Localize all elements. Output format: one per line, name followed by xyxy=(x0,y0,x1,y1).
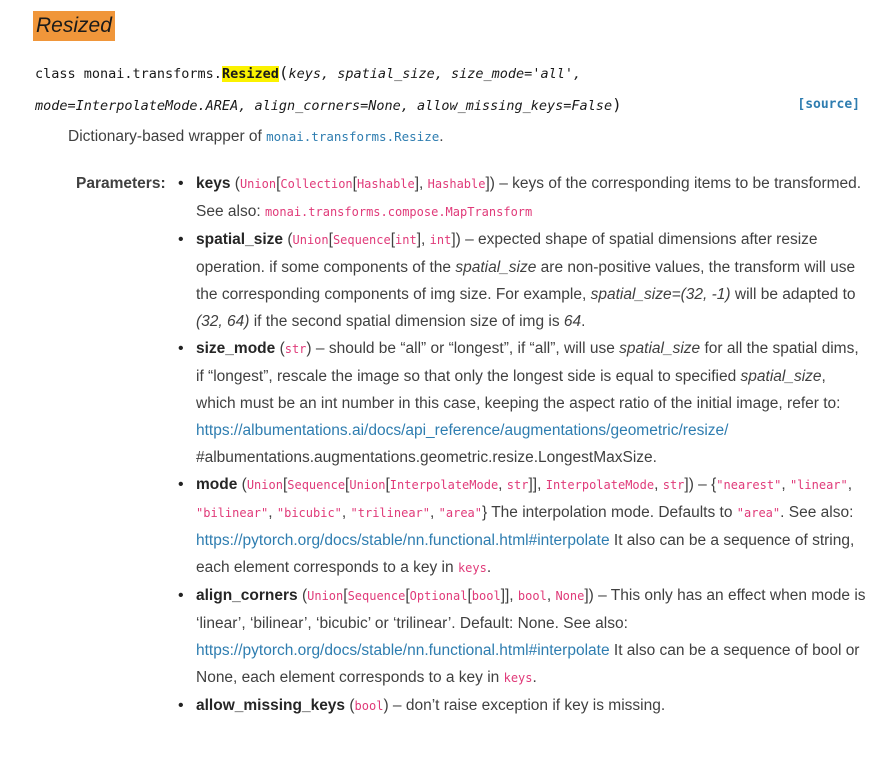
param-mode: • mode (Union[Sequence[Union[InterpolateMode, str]], InterpolateMode, str]) – {"nearest", "linear", "bilinear", "bicubic", "trilinear", "area"} The interpolation mode. Defaults to "area". See also: https://pytorch.org/docs/stable/nn.functional.html#interpolate It also can be a sequence of string, each element corresponds to a key in keys. xyxy=(178,471,868,582)
signature-params-2: mode=InterpolateMode.AREA, align_corners=None, allow_missing_keys=False xyxy=(35,98,613,114)
pytorch-interpolate-link[interactable]: https://pytorch.org/docs/stable/nn.functional.html#interpolate xyxy=(196,642,610,659)
parameters-label: Parameters: xyxy=(76,175,166,192)
param-align-corners: • align_corners (Union[Sequence[Optional[bool]], bool, None]) – This only has an effect when mode is ‘linear’, ‘bilinear’, ‘bicubic’ or ‘trilinear’. Default: None. See also: https://pytorch.org/docs/stable/nn.functional.html#interpolate It also can be a sequence of bool or None, each element corresponds to a key in keys. xyxy=(178,582,868,692)
param-size-mode: • size_mode (str) – should be “all” or “longest”, if “all”, will use spatial_size for all the spatial dims, if “longest”, rescale the image so that only the longest side is equal to specified spatial_size, which must be an int number in this case, keeping the aspect ratio of the initial image, refer to: https://albumentations.ai/docs/api_reference/augmentations/geometric/resize/ #albumentations.augmentations.geometric.resize.LongestMaxSize. xyxy=(178,335,868,471)
page-title: Resized xyxy=(33,11,115,41)
maptransform-link[interactable]: monai.transforms.compose.MapTransform xyxy=(264,205,533,219)
class-description: Dictionary-based wrapper of monai.transforms.Resize. xyxy=(68,128,444,145)
param-spatial-size: • spatial_size (Union[Sequence[int], int]) – expected shape of spatial dimensions after resize operation. if some components of the spatial_size are non-positive values, the transform will use the corresponding components of img size. For example, spatial_size=(32, -1) will be adapted to (32, 64) if the second spatial dimension size of img is 64. xyxy=(178,226,868,335)
source-link[interactable]: [source] xyxy=(797,97,860,112)
signature-params-1: keys, spatial_size, size_mode='all', xyxy=(288,66,582,82)
signature-prefix: class monai.transforms. xyxy=(35,66,222,82)
signature-line-1 xyxy=(35,63,860,84)
parameter-list xyxy=(178,170,868,720)
param-name: allow_missing_keys xyxy=(196,697,346,714)
class-name[interactable]: Resized xyxy=(221,66,279,82)
resize-ref-link[interactable]: monai.transforms.Resize xyxy=(266,129,440,144)
param-name: spatial_size xyxy=(196,231,284,248)
param-name: mode xyxy=(196,476,238,493)
close-paren: ) xyxy=(612,95,622,114)
param-name: align_corners xyxy=(196,587,298,604)
param-allow-missing-keys: • allow_missing_keys (bool) – don’t raise exception if key is missing. xyxy=(178,692,868,720)
pytorch-interpolate-link[interactable]: https://pytorch.org/docs/stable/nn.functional.html#interpolate xyxy=(196,532,610,549)
param-name: keys xyxy=(196,175,231,192)
open-paren: ( xyxy=(278,63,289,82)
albumentations-link[interactable]: https://albumentations.ai/docs/api_reference/augmentations/geometric/resize/ xyxy=(196,422,729,439)
param-keys: • keys (Union[Collection[Hashable], Hashable]) – keys of the corresponding items to be transformed. See also: monai.transforms.compose.MapTransform xyxy=(178,170,868,226)
param-name: size_mode xyxy=(196,340,276,357)
signature-line-2 xyxy=(35,95,860,116)
